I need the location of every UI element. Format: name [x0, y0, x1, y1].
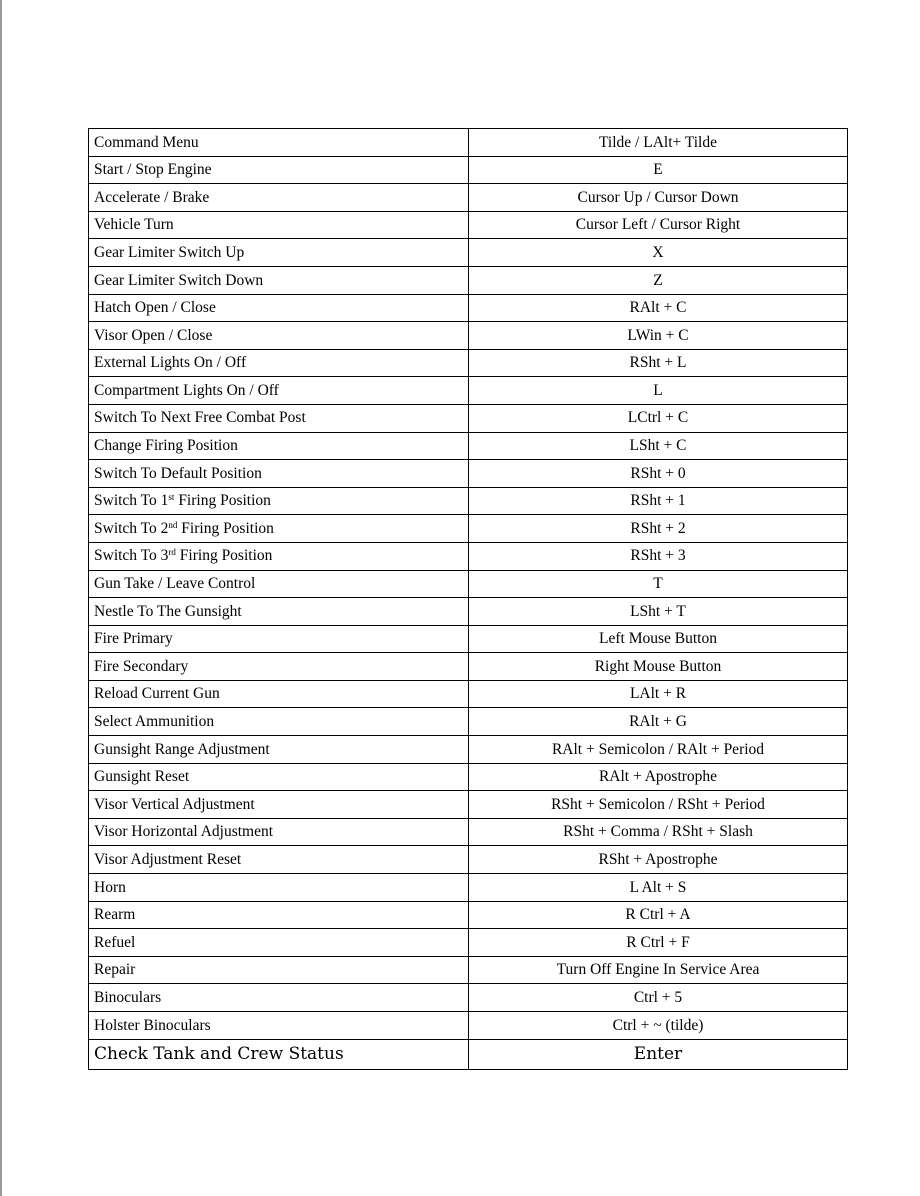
- action-cell: Hatch Open / Close: [89, 294, 469, 322]
- table-row: [89, 294, 848, 322]
- action-cell: Rearm: [89, 901, 469, 929]
- key-cell: X: [469, 239, 848, 267]
- action-cell: Gun Take / Leave Control: [89, 570, 469, 598]
- action-cell: Reload Current Gun: [89, 680, 469, 708]
- table-row: [89, 598, 848, 626]
- action-text: Firing Position: [177, 519, 274, 537]
- table-row: [89, 1039, 848, 1069]
- key-cell: Turn Off Engine In Service Area: [469, 956, 848, 984]
- table-row: [89, 322, 848, 350]
- action-cell: [89, 487, 469, 515]
- action-cell: Gear Limiter Switch Down: [89, 266, 469, 294]
- action-cell: Holster Binoculars: [89, 1012, 469, 1040]
- table-row: [89, 156, 848, 184]
- table-row: [89, 956, 848, 984]
- key-cell: LWin + C: [469, 322, 848, 350]
- action-cell: Visor Open / Close: [89, 322, 469, 350]
- action-cell: Gear Limiter Switch Up: [89, 239, 469, 267]
- table-row: [89, 929, 848, 957]
- key-cell: RSht + Semicolon / RSht + Period: [469, 791, 848, 819]
- action-text: Switch To 3: [94, 547, 169, 565]
- key-cell: L Alt + S: [469, 874, 848, 902]
- key-cell: T: [469, 570, 848, 598]
- key-bindings-table: [88, 128, 848, 1070]
- key-cell: Cursor Up / Cursor Down: [469, 184, 848, 212]
- action-cell: Compartment Lights On / Off: [89, 377, 469, 405]
- ordinal-suffix: rd: [168, 547, 176, 558]
- action-text: Switch To 1: [94, 492, 169, 510]
- table-row: [89, 653, 848, 681]
- key-cell: RSht + 3: [469, 542, 848, 570]
- action-cell: Switch To Default Position: [89, 460, 469, 488]
- key-cell: E: [469, 156, 848, 184]
- table-row: [89, 846, 848, 874]
- action-cell: External Lights On / Off: [89, 349, 469, 377]
- key-cell: RSht + 2: [469, 515, 848, 543]
- action-cell: Check Tank and Crew Status: [89, 1039, 469, 1069]
- table-row: [89, 736, 848, 764]
- table-row: [89, 515, 848, 543]
- action-cell: Visor Horizontal Adjustment: [89, 818, 469, 846]
- action-cell: Start / Stop Engine: [89, 156, 469, 184]
- key-cell: LSht + C: [469, 432, 848, 460]
- table-row: [89, 129, 848, 157]
- table-row: [89, 460, 848, 488]
- action-cell: Switch To Next Free Combat Post: [89, 404, 469, 432]
- table-row: [89, 901, 848, 929]
- key-cell: RAlt + Semicolon / RAlt + Period: [469, 736, 848, 764]
- key-cell: L: [469, 377, 848, 405]
- table-row: [89, 874, 848, 902]
- table-row: [89, 1012, 848, 1040]
- table-row: [89, 542, 848, 570]
- table-row: [89, 184, 848, 212]
- table-row: [89, 680, 848, 708]
- key-cell: LAlt + R: [469, 680, 848, 708]
- key-cell: Enter: [469, 1039, 848, 1069]
- action-cell: Command Menu: [89, 129, 469, 157]
- table-row: [89, 349, 848, 377]
- table-row: [89, 404, 848, 432]
- action-cell: Accelerate / Brake: [89, 184, 469, 212]
- table-row: [89, 211, 848, 239]
- key-cell: Ctrl + ~ (tilde): [469, 1012, 848, 1040]
- ordinal-suffix: nd: [168, 519, 178, 530]
- key-cell: Right Mouse Button: [469, 653, 848, 681]
- table-row: [89, 432, 848, 460]
- table-row: [89, 625, 848, 653]
- action-cell: Gunsight Reset: [89, 763, 469, 791]
- key-cell: RAlt + Apostrophe: [469, 763, 848, 791]
- action-cell: Visor Adjustment Reset: [89, 846, 469, 874]
- action-text: Firing Position: [174, 492, 271, 510]
- table-row: [89, 570, 848, 598]
- action-cell: Visor Vertical Adjustment: [89, 791, 469, 819]
- key-cell: RSht + 1: [469, 487, 848, 515]
- action-cell: Fire Primary: [89, 625, 469, 653]
- ordinal-suffix: st: [168, 492, 175, 503]
- table-row: [89, 791, 848, 819]
- page-edge: [0, 0, 2, 1196]
- key-cell: Cursor Left / Cursor Right: [469, 211, 848, 239]
- key-cell: Tilde / LAlt+ Tilde: [469, 129, 848, 157]
- table-row: [89, 763, 848, 791]
- action-cell: Vehicle Turn: [89, 211, 469, 239]
- action-text: Firing Position: [175, 547, 273, 565]
- action-cell: Repair: [89, 956, 469, 984]
- action-cell: Horn: [89, 874, 469, 902]
- key-cell: LCtrl + C: [469, 404, 848, 432]
- key-cell: RSht + Apostrophe: [469, 846, 848, 874]
- table-row: [89, 708, 848, 736]
- key-cell: LSht + T: [469, 598, 848, 626]
- action-cell: Select Ammunition: [89, 708, 469, 736]
- action-cell: Nestle To The Gunsight: [89, 598, 469, 626]
- action-cell: [89, 542, 469, 570]
- table-row: [89, 377, 848, 405]
- key-cell: R Ctrl + A: [469, 901, 848, 929]
- table-row: [89, 487, 848, 515]
- key-cell: RSht + 0: [469, 460, 848, 488]
- action-cell: [89, 515, 469, 543]
- key-cell: R Ctrl + F: [469, 929, 848, 957]
- action-text: Switch To 2: [94, 519, 169, 537]
- key-cell: Left Mouse Button: [469, 625, 848, 653]
- key-cell: RSht + L: [469, 349, 848, 377]
- table-row: [89, 266, 848, 294]
- key-cell: Z: [469, 266, 848, 294]
- key-cell: RAlt + G: [469, 708, 848, 736]
- action-cell: Fire Secondary: [89, 653, 469, 681]
- key-cell: Ctrl + 5: [469, 984, 848, 1012]
- key-cell: RSht + Comma / RSht + Slash: [469, 818, 848, 846]
- action-cell: Gunsight Range Adjustment: [89, 736, 469, 764]
- action-cell: Change Firing Position: [89, 432, 469, 460]
- table-row: [89, 239, 848, 267]
- action-cell: Refuel: [89, 929, 469, 957]
- table-row: [89, 818, 848, 846]
- key-cell: RAlt + C: [469, 294, 848, 322]
- table-row: [89, 984, 848, 1012]
- action-cell: Binoculars: [89, 984, 469, 1012]
